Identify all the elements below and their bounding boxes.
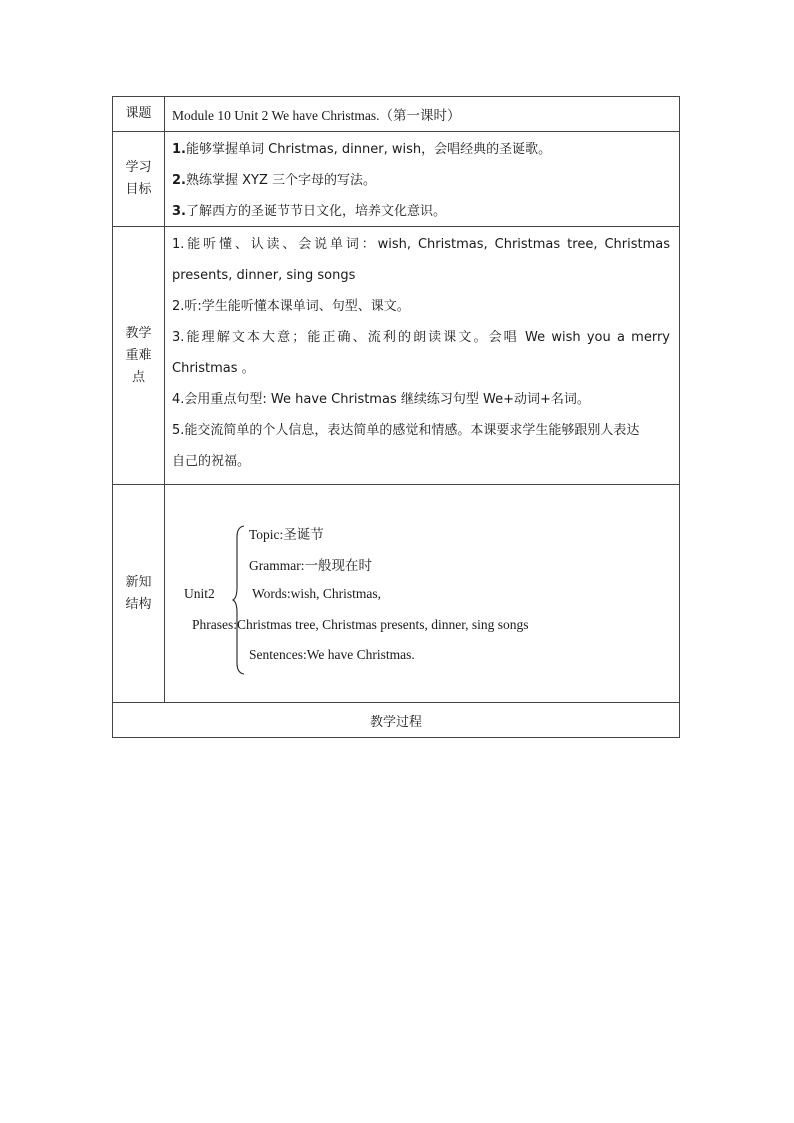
- key-point-line: 2.听:学生能听懂本课单词、句型、课文。: [172, 299, 410, 314]
- row-teaching-process: [113, 703, 679, 737]
- key-point-line: 自己的祝福。: [172, 454, 251, 469]
- row-lesson-title: [113, 97, 679, 132]
- label-learning-goals: 学习 目标: [113, 132, 165, 226]
- key-points-text: [165, 227, 679, 484]
- teaching-process-heading: 教学过程: [369, 714, 422, 730]
- row-knowledge-structure: [113, 485, 679, 703]
- key-point-line: Christmas 。: [172, 361, 255, 376]
- key-point-line: 4.会用重点句型: We have Christmas 继续练习句型 We+动词+名词。: [172, 392, 590, 407]
- lesson-title-text: Module 10 Unit 2 We have Christmas.（第一课时）: [172, 108, 461, 123]
- lesson-plan-table: [112, 96, 680, 738]
- structure-grammar: Grammar:一般现在时: [249, 558, 372, 573]
- label-key-points: 教学 重难 点: [113, 227, 165, 484]
- row-learning-goals: [113, 132, 679, 227]
- key-point-line: 1.能听懂、认读、会说单词：wish, Christmas, Christmas tree, Christmas: [172, 237, 670, 252]
- key-point-line: 5.能交流简单的个人信息，表达简单的感觉和情感。本课要求学生能够跟别人表达: [172, 423, 640, 438]
- row-key-points: [113, 227, 679, 485]
- structure-topic: Topic:圣诞节: [249, 527, 324, 542]
- curly-brace-icon: [232, 525, 246, 675]
- key-point-line: 3.能理解文本大意；能正确、流利的朗读课文。会唱 We wish you a merry: [172, 330, 670, 345]
- structure-words: Words:wish, Christmas,: [252, 586, 382, 601]
- label-lesson-title: 课题: [113, 97, 165, 131]
- goal-item: 1.能够掌握单词 Christmas, dinner, wish，会唱经典的圣诞歌。: [172, 142, 552, 157]
- goal-item: 2.熟练掌握 XYZ 三个字母的写法。: [172, 173, 377, 188]
- key-point-line: presents, dinner, sing songs: [172, 268, 356, 283]
- knowledge-structure-diagram: [165, 485, 679, 702]
- label-knowledge-structure: 新知 结构: [113, 485, 165, 702]
- goal-item: 3.了解西方的圣诞节节日文化，培养文化意识。: [172, 204, 446, 219]
- structure-phrases: Phrases:Christmas tree, Christmas presents, dinner, sing songs: [192, 617, 529, 632]
- structure-root: Unit2: [184, 586, 215, 601]
- learning-goals-list: [165, 132, 679, 226]
- structure-sentences: Sentences:We have Christmas.: [249, 647, 415, 662]
